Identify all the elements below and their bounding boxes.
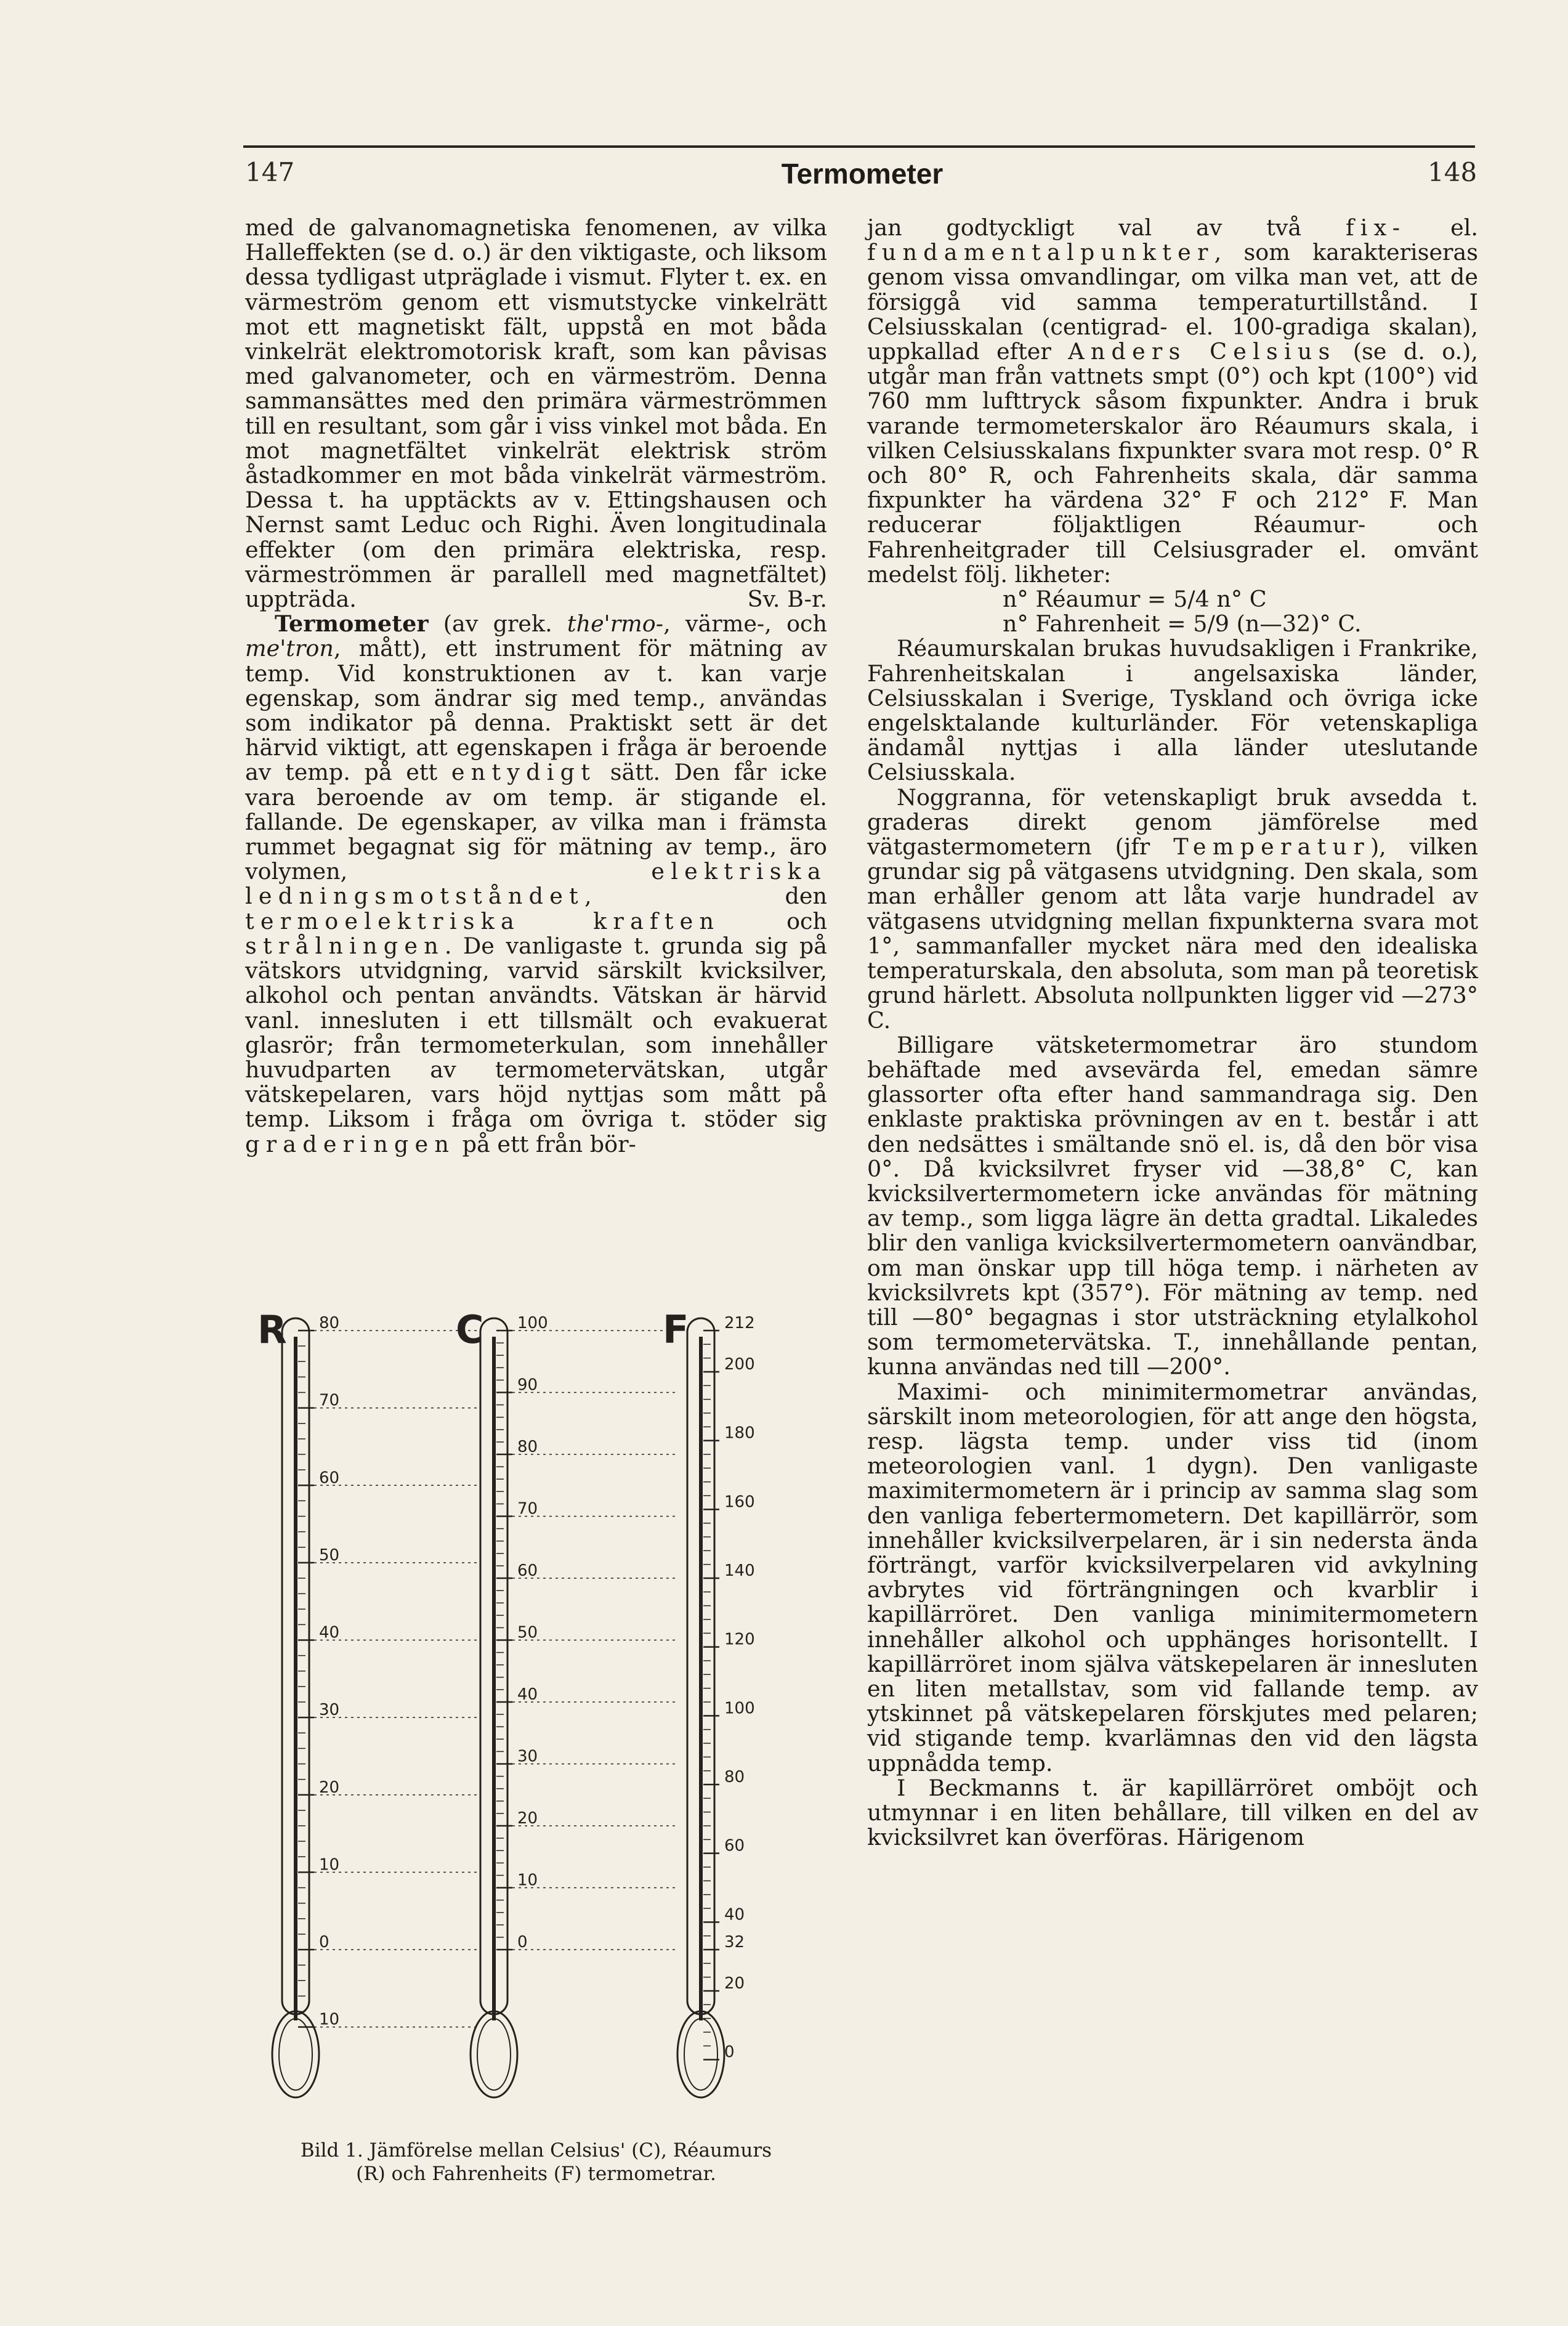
thermometer-r-tick-label: 20 [319, 1778, 340, 1797]
thermometer-f-tick-label: 212 [724, 1314, 755, 1332]
thermometer-c-tick-label: 40 [517, 1685, 538, 1704]
thermometer-f-tick-label: 0 [724, 2043, 735, 2062]
paragraph-max-min-thermometers: Maximi- och minimitermometrar användas, särskilt inom meteorologien, för att ange den högsta, resp. lägsta temp. under viss tid (inom meteorologien vanl. 1 dygn). Den vanligaste maximitermometern är i princip av samma slag som den vanliga febertermometern. Det kapillärrör, som innehåller kvicksilverpelaren, är i sin nedersta ända förträngt, varför kvicksilverpelaren vid avkylning avbrytes vid förträngningen och kvarblir i kapillärröret. Den vanliga minimitermometern innehåller alkohol och upphänges horisontellt. I kapillärröret inom själva vätskepelaren är innesluten en liten metallstav, som vid fallande temp. av ytskinnet på vätskepelaren förskjutes med pelaren; vid stigande temp. kvarlämnas den vid den lägsta uppnådda temp. [867, 1378, 1478, 1777]
left-column [245, 216, 827, 1157]
thermometer-c-tick-label: 50 [517, 1623, 538, 1642]
thermometer-f-tick-label: 180 [724, 1424, 755, 1443]
thermometer-c-tick-label: 70 [517, 1499, 538, 1518]
thermometer-c-tick-label: 30 [517, 1747, 538, 1766]
thermometer-c-scale-letter: C [456, 1307, 484, 1352]
thermometer-f-tick-label: 80 [724, 1768, 745, 1786]
thermometer-f-scale-letter: F [663, 1307, 689, 1352]
thermometer-r-tick-label: 70 [319, 1391, 340, 1410]
formula-reaumur: n° Réaumur = 5/4 n° C [1003, 586, 1267, 613]
thermometer-figure [257, 1307, 838, 2119]
thermometer-r-tick-label: 50 [319, 1546, 340, 1565]
right-page-number: 148 [1428, 157, 1477, 187]
thermometer-c-tick-label: 60 [517, 1562, 538, 1580]
thermometer-f-tick-label: 200 [724, 1355, 755, 1374]
thermometer-r-tick-label: 10 [319, 1855, 340, 1874]
thermometer-f-tick-label: 20 [724, 1974, 745, 1993]
paragraph-scale-usage: Réaumurskalan brukas huvudsakligen i Frankrike, Fahrenheitskalan i angelsaxiska länder, Celsiusskalan i Sverige, Tyskland och övriga icke engelsktalande kulturländer. För vetenskapliga ändamål nyttjas i alla länder uteslutande Celsiusskala. [867, 635, 1478, 786]
paragraph-beckmann: I Beckmanns t. är kapillärröret omböjt och utmynnar i en liten behållare, till vilken en del av kvicksilvret kan överföras. Härigenom [867, 1774, 1478, 1851]
entry-termometer: Termometer (av grek. the'rmo-, värme-, och me'tron, mått), ett instrument för mätning av temp. Vid konstruktionen av t. kan varje egenskap, som ändrar sig med temp., användas som indikator på denna. Praktiskt sett är det härvid viktigt, att egenskapen i fråga är beroende av temp. på ett entydigt sätt. Den får icke vara beroende av om temp. är stigande el. fallande. De egenskaper, av vilka man i främsta rummet begagnat sig för mätning av temp., äro volymen, elektriska ledningsmotståndet, den termoelektriska kraften och strålningen. De vanligaste t. grunda sig på vätskors utvidgning, varvid särskilt kvicksilver, alkohol och pentan användts. Vätskan är härvid vanl. innesluten i ett tillsmält och evakuerat glasrör; från termometerkulan, som innehåller huvudparten av termometervätskan, utgår vätskepelaren, vars höjd nyttjas som mått på temp. Liksom i fråga om övriga t. stöder sig graderingen på ett från bör- [245, 610, 828, 1157]
thermometer-r-scale-letter: R [257, 1307, 287, 1352]
thermometer-f-tick-label: 160 [724, 1493, 755, 1512]
thermometer-f-tick-label: 140 [724, 1562, 755, 1580]
thermometer-f-tick-label: 100 [724, 1699, 755, 1718]
thermometer-c-tick-label: 80 [517, 1438, 538, 1456]
thermometer-c-bulb-inner [477, 2019, 511, 2090]
running-head: Termometer [781, 158, 944, 190]
thermometer-c-tick-label: 90 [517, 1376, 538, 1395]
thermometer-f-tick-label: 32 [724, 1933, 745, 1951]
thermometer-f-tick-label: 60 [724, 1836, 745, 1855]
thermometer-c-tick-label: 100 [517, 1314, 548, 1332]
author-signature: Sv. B-r. [747, 586, 827, 613]
thermometer-f-tick-label: 120 [724, 1630, 755, 1649]
top-rule [243, 145, 1475, 148]
thermometer-r-tick-label: 80 [319, 1314, 340, 1332]
thermometer-r-tick-label: 40 [319, 1623, 340, 1642]
thermometer-r-tick-label: 10 [319, 2010, 340, 2029]
paragraph-hydrogen-thermometer: Noggranna, för vetenskapligt bruk avsedda t. graderas direkt genom jämförelse med vätgastermometern (jfr Temperatur), vilken grundar sig på vätgasens utvidgning. Den skala, som man erhåller genom att låta varje hundradel av vätgasens utvidgning mellan fixpunkterna svara mot 1°, sammanfaller mycket nära med den idealiska temperaturskala, den absoluta, som man på teoretisk grund härlett. Absoluta nollpunkten ligger vid —273° C. [867, 784, 1478, 1034]
formula-fahrenheit: n° Fahrenheit = 5/9 (n—32)° C. [1003, 610, 1362, 638]
thermometer-r-tick-label: 0 [319, 1933, 329, 1951]
thermometer-comparison-diagram [257, 1307, 838, 2119]
thermometer-c-tick-label: 20 [517, 1809, 538, 1828]
paragraph-liquid-thermometers: Billigare vätsketermometrar äro stundom behäftade med avsevärda fel, emedan sämre glassorter ofta efter hand sammandraga sig. Den enklaste praktiska prövningen av en t. består i att den nedsättes i smältande snö el. is, då den bör visa 0°. Då kvicksilvret fryser vid —38,8° C, kan kvicksilvertermometern icke användas för mätning av temp., som ligga lägre än detta gradtal. Likaledes blir den vanliga kvicksilvertermometern oanvändbar, om man önskar upp till höga temp. i närheten av kvicksilvrets kpt (357°). För mätning av temp. ned till —80° begagnas i stor utsträckning etylalkohol som termometervätska. T., innehållande pentan, kunna användas ned till —200°. [867, 1031, 1478, 1380]
thermometer-c-tick-label: 10 [517, 1871, 538, 1890]
entry-headword: Termometer [275, 610, 429, 638]
thermometer-f-tick-label: 40 [724, 1905, 745, 1924]
right-column [867, 216, 1478, 1850]
paragraph-fixpoints: jan godtyckligt val av två fix- el. fundamentalpunkter, som karakteriseras genom vissa omvandlingar, om vilka man vet, att de försiggå vid samma temperaturtillstånd. I Celsiusskalan (centigrad- el. 100-gradiga skalan), uppkallad efter Anders Celsius (se d. o.), utgår man från vattnets smpt (0°) och kpt (100°) vid 760 mm lufttryck såsom fixpunkter. Andra i bruk varande termometerskalor äro Réaumurs skala, i vilken Celsiusskalans fixpunkter svara mot resp. 0° R och 80° R, och Fahrenheits skala, där samma fixpunkter ha värdena 32° F och 212° F. Man reducerar följaktligen Réaumur- och Fahrenheitgrader till Celsiusgrader el. omvänt medelst följ. likheter: [867, 214, 1479, 588]
thermometer-r-tick-label: 60 [319, 1469, 340, 1488]
thermometer-f-bulb-inner [684, 2019, 717, 2090]
left-page-number: 147 [245, 157, 295, 187]
thermometer-c-tick-label: 0 [517, 1933, 528, 1951]
figure-caption: Bild 1. Jämförelse mellan Celsius' (C), Réaumurs (R) och Fahrenheits (F) termometrar. [300, 2139, 772, 2185]
paragraph-galvanomagnetic: med de galvanomagnetiska fenomenen, av vilka Halleffekten (se d. o.) är den viktigaste, och liksom dessa tydligast utpräglade i vismut. Flyter t. ex. en värmeström genom ett vismutstycke vinkelrätt mot ett magnetiskt fält, uppstå en mot båda vinkelrät elektromotorisk kraft, som kan påvisas med galvanometer, och en värmeström. Denna sammansättes med den primära värmeströmmen till en resultant, som går i viss vinkel mot båda. En mot magnetfältet vinkelrät elektrisk ström åstadkommer en mot båda vinkelrät värmeström. Dessa t. ha upptäckts av v. Ettingshausen och Nernst samt Leduc och Righi. Även longitudinala effekter (om den primära elektriska, resp. värmeströmmen är parallell med magnetfältet) uppträda. Sv. B-r. [245, 214, 827, 613]
thermometer-r-bulb-inner [279, 2019, 312, 2090]
thermometer-r-tick-label: 30 [319, 1701, 340, 1720]
